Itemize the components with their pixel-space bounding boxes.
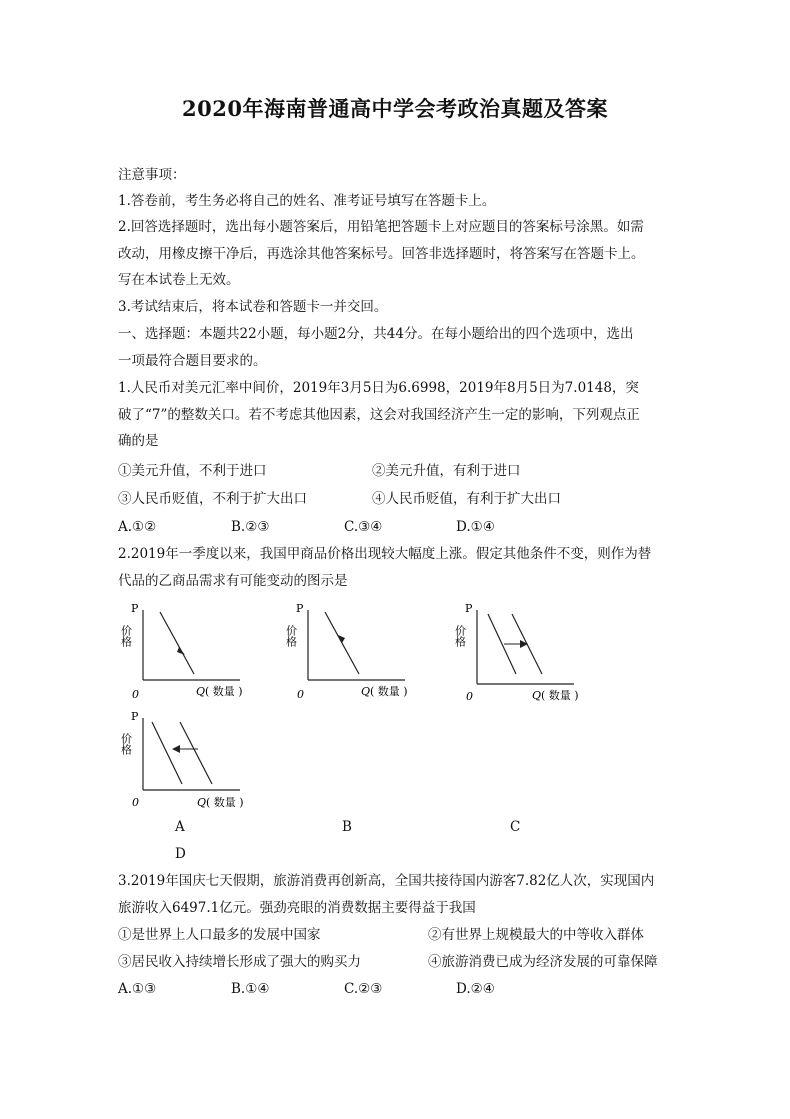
- graph-a-svg: [119, 600, 252, 705]
- q1-choice-d: D.①④: [456, 519, 495, 535]
- axis-qty-text: 数量: [213, 796, 236, 809]
- page-title: 2020年海南普通高中学会考政治真题及答案: [182, 96, 608, 121]
- graph-a: [119, 600, 252, 709]
- graph-c: [453, 600, 586, 709]
- q1-choice-a: A.①②: [118, 519, 157, 535]
- graph-d-svg: [119, 708, 252, 813]
- q3-choice-c: C.②③: [344, 981, 383, 997]
- section-heading-cont: 一项最符合题目要求的。: [118, 353, 267, 369]
- demand-curve: [160, 612, 194, 674]
- section-heading: 一、选择题：本题共22小题，每小题2分，共44分。在每小题给出的四个选项中，选出: [118, 326, 634, 342]
- graph-b: [284, 600, 417, 709]
- notice-item: 1.答卷前，考生务必将自己的姓名、准考证号填写在答题卡上。: [118, 193, 496, 209]
- notice-item: 写在本试卷上无效。: [118, 272, 240, 288]
- graph-letter-b: B: [342, 819, 352, 835]
- axis-qty-label: ( 数量 ): [206, 796, 244, 809]
- notice-item: 改动，用橡皮擦干净后，再选涂其他答案标号。回答非选择题时，将答案写在答题卡上。: [118, 246, 645, 262]
- graph-letter-a: A: [175, 819, 185, 835]
- axis-price-label: 价格: [119, 733, 133, 755]
- axis-p-label: P: [131, 710, 139, 723]
- notice-item: 2.回答选择题时，选出每小题答案后，用铅笔把答题卡上对应题目的答案标号涂黑。如需: [118, 219, 644, 235]
- q3-choice-a: A.①③: [118, 981, 157, 997]
- axis-qty-text: 数量: [377, 685, 400, 698]
- q3-option-2: ②有世界上规模最大的中等收入群体: [428, 927, 644, 943]
- q3-stem: 3.2019年国庆七天假期，旅游消费再创新高，全国共接待国内游客7.82亿人次，实现国内: [118, 873, 655, 889]
- q1-choice-b: B.②③: [231, 519, 270, 535]
- axis-p-label: P: [131, 602, 139, 615]
- origin-label: 0: [297, 688, 304, 701]
- q1-stem: 破了“7”的整数关口。若不考虑其他因素，这会对我国经济产生一定的影响，下列观点正: [118, 407, 640, 423]
- axis-price-label: 价格: [284, 625, 298, 647]
- axis-p-label: P: [465, 602, 473, 615]
- down-arrow-icon: [177, 647, 185, 655]
- q3-stem: 旅游收入6497.1亿元。强劲亮眼的消费数据主要得益于我国: [118, 900, 476, 916]
- q1-option-4: ④人民币贬值，有利于扩大出口: [372, 491, 561, 507]
- axis-qty-label: ( 数量 ): [541, 689, 579, 702]
- q1-option-1: ①美元升值，不利于进口: [118, 463, 267, 479]
- q2-stem: 代品的乙商品需求有可能变动的图示是: [118, 573, 348, 589]
- axis-qty-text: 数量: [548, 689, 571, 702]
- q3-option-4: ④旅游消费已成为经济发展的可靠保障: [428, 954, 658, 970]
- axis-qty-label: ( 数量 ): [370, 685, 408, 698]
- notice-heading: 注意事项：: [118, 167, 186, 183]
- axis-p-label: P: [296, 602, 304, 615]
- axis-q-label: Q: [197, 796, 207, 809]
- notice-item: 3.考试结束后，将本试卷和答题卡一并交回。: [118, 299, 388, 315]
- axis-price-label: 价格: [453, 625, 467, 647]
- axis-price-label: 价格: [119, 625, 133, 647]
- q3-option-1: ①是世界上人口最多的发展中国家: [118, 927, 321, 943]
- origin-label: 0: [132, 688, 139, 701]
- origin-label: 0: [132, 796, 139, 809]
- graph-letter-c: C: [510, 819, 521, 835]
- demand-curve-1: [152, 722, 182, 784]
- up-arrow-icon: [338, 635, 345, 643]
- q3-choice-b: B.①④: [231, 981, 270, 997]
- q1-stem: 确的是: [118, 433, 159, 449]
- graph-b-svg: [284, 600, 417, 705]
- q1-option-2: ②美元升值，有利于进口: [372, 463, 521, 479]
- q3-choice-d: D.②④: [456, 981, 495, 997]
- graph-d: [119, 708, 252, 817]
- left-arrow-icon: [172, 745, 180, 753]
- graph-letter-d: D: [175, 846, 186, 862]
- q3-option-3: ③居民收入持续增长形成了强大的购买力: [118, 954, 361, 970]
- right-arrow-icon: [520, 640, 528, 648]
- graph-c-svg: [453, 600, 586, 705]
- q1-option-3: ③人民币贬值，不利于扩大出口: [118, 491, 307, 507]
- axis-q-label: Q: [532, 689, 542, 702]
- q1-stem: 1.人民币对美元汇率中间价，2019年3月5日为6.6998，2019年8月5日为7.0148，突: [118, 380, 639, 396]
- axis-qty-label: ( 数量 ): [205, 685, 243, 698]
- demand-curve-2: [180, 722, 212, 784]
- axis-qty-text: 数量: [212, 685, 235, 698]
- axis-q-label: Q: [361, 685, 371, 698]
- origin-label: 0: [466, 690, 473, 703]
- q1-choice-c: C.③④: [344, 519, 383, 535]
- q2-stem: 2.2019年一季度以来，我国甲商品价格出现较大幅度上涨。假定其他条件不变，则作为替: [118, 546, 652, 562]
- axis-q-label: Q: [196, 685, 206, 698]
